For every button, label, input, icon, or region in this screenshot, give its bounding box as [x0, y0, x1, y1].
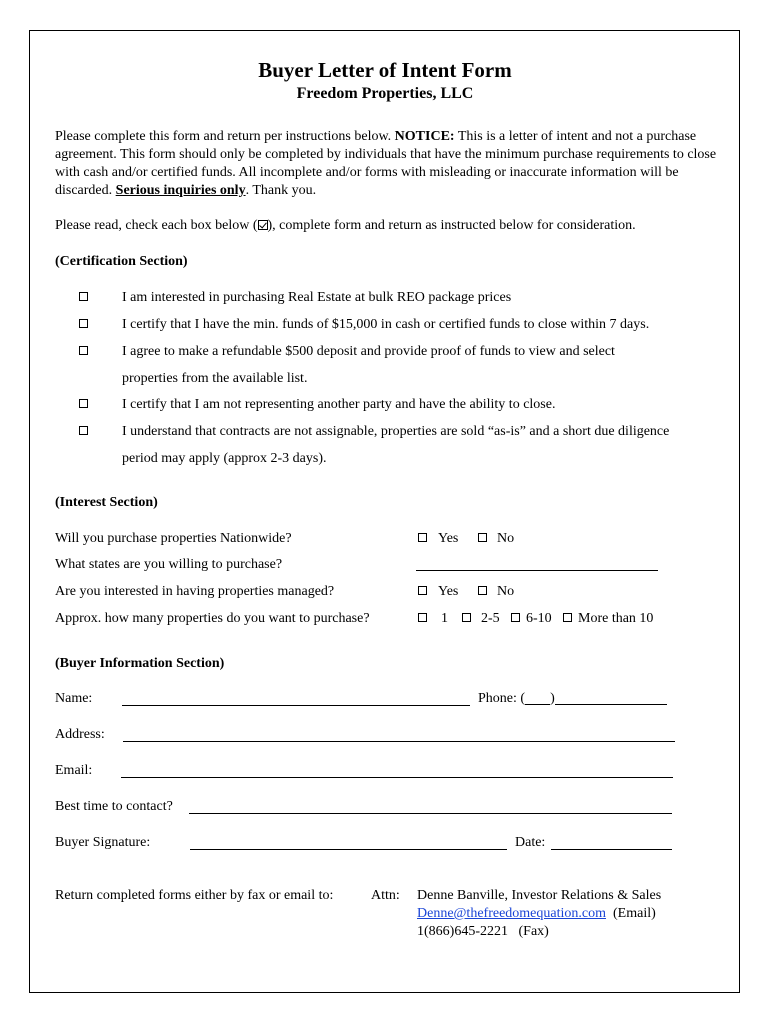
qty-1-checkbox[interactable]	[418, 613, 427, 622]
cert-checkbox-3[interactable]	[79, 346, 88, 355]
q-nationwide: Will you purchase properties Nationwide?	[55, 531, 292, 546]
cert-item-5: I understand that contracts are not assignable, properties are sold “as-is” and a short due diligence	[122, 424, 670, 439]
qty-10-plus-checkbox[interactable]	[563, 613, 572, 622]
nationwide-yes-checkbox[interactable]	[418, 533, 427, 542]
address-field[interactable]	[123, 741, 675, 742]
contact-email-link[interactable]: Denne@thefreedomequation.com	[417, 906, 606, 921]
cert-item-2: I certify that I have the min. funds of $15,000 in cash or certified funds to close within 7 days.	[122, 317, 650, 332]
phone-area-code-field[interactable]	[525, 690, 550, 705]
qty-10-plus-label: More than 10	[578, 611, 654, 626]
cert-item-3: I agree to make a refundable $500 deposit and provide proof of funds to view and select	[122, 344, 615, 359]
managed-yes-label: Yes	[438, 584, 459, 599]
email-line	[417, 905, 656, 923]
managed-no-label: No	[497, 584, 515, 599]
cert-checkbox-1[interactable]	[79, 292, 88, 301]
signature-field[interactable]	[190, 849, 507, 850]
phone-label	[478, 690, 667, 708]
q-quantity: Approx. how many properties do you want to purchase?	[55, 611, 370, 626]
fax-number: 1(866)645-2221	[417, 924, 508, 939]
best-time-label: Best time to contact?	[55, 799, 173, 814]
address-label: Address:	[55, 727, 105, 742]
states-field[interactable]	[416, 570, 658, 571]
cert-item-4: I certify that I am not representing another party and have the ability to close.	[122, 397, 556, 412]
email-label: Email:	[55, 763, 93, 778]
company-subtitle: Freedom Properties, LLC	[296, 85, 474, 102]
buyer-heading: (Buyer Information Section)	[55, 656, 225, 671]
phone-close-paren: )	[550, 691, 555, 706]
checked-box-icon	[258, 220, 268, 230]
instructions-after: ), complete form and return as instructed below for consideration.	[267, 218, 636, 233]
contact-name: Denne Banville, Investor Relations & Sales	[417, 888, 662, 903]
email-tag: (Email)	[613, 906, 656, 921]
cert-item-1: I am interested in purchasing Real Estate at bulk REO package prices	[122, 290, 512, 305]
cert-checkbox-5[interactable]	[79, 426, 88, 435]
intro-text-1: Please complete this form and return per instructions below.	[55, 129, 395, 144]
cert-item-5-cont: period may apply (approx 2-3 days).	[122, 451, 327, 466]
attn-label: Attn:	[371, 888, 400, 903]
qty-2-5-checkbox[interactable]	[462, 613, 471, 622]
qty-1-label: 1	[441, 611, 448, 626]
cert-item-3-cont: properties from the available list.	[122, 371, 308, 386]
nationwide-yes-label: Yes	[438, 531, 459, 546]
date-field[interactable]	[551, 849, 672, 850]
serious-inquiries: Serious inquiries only	[115, 183, 246, 198]
intro-paragraph	[55, 128, 725, 200]
notice-label: NOTICE:	[394, 129, 455, 144]
cert-checkbox-2[interactable]	[79, 319, 88, 328]
managed-no-checkbox[interactable]	[478, 586, 487, 595]
certification-heading: (Certification Section)	[55, 254, 188, 269]
name-label: Name:	[55, 691, 93, 706]
interest-heading: (Interest Section)	[55, 495, 158, 510]
intro-text-3: . Thank you.	[245, 183, 317, 198]
qty-6-10-checkbox[interactable]	[511, 613, 520, 622]
best-time-field[interactable]	[189, 813, 672, 814]
nationwide-no-checkbox[interactable]	[478, 533, 487, 542]
qty-6-10-label: 6-10	[526, 611, 552, 626]
form-title: Buyer Letter of Intent Form	[258, 58, 512, 82]
signature-label: Buyer Signature:	[55, 835, 151, 850]
phone-number-field[interactable]	[555, 690, 667, 705]
qty-2-5-label: 2-5	[481, 611, 500, 626]
managed-yes-checkbox[interactable]	[418, 586, 427, 595]
nationwide-no-label: No	[497, 531, 515, 546]
cert-checkbox-4[interactable]	[79, 399, 88, 408]
instructions-line	[55, 217, 725, 235]
date-label: Date:	[515, 835, 546, 850]
intro-text-2: This is a letter of intent and not a purchase agreement. This form should only be completed by individuals that have the minimum purchase requirements to close with cash and/or certified funds. All incomplete and/or forms with misleading or inaccurate information will be discarded.	[55, 129, 717, 198]
q-managed: Are you interested in having properties managed?	[55, 584, 335, 599]
fax-tag: (Fax)	[518, 924, 549, 939]
name-field[interactable]	[122, 705, 470, 706]
fax-line	[417, 923, 549, 941]
phone-label-text: Phone: (	[478, 691, 526, 706]
instructions-before: Please read, check each box below (	[55, 218, 258, 233]
email-field[interactable]	[121, 777, 673, 778]
return-instructions: Return completed forms either by fax or email to:	[55, 888, 334, 903]
q-states: What states are you willing to purchase?	[55, 557, 283, 572]
